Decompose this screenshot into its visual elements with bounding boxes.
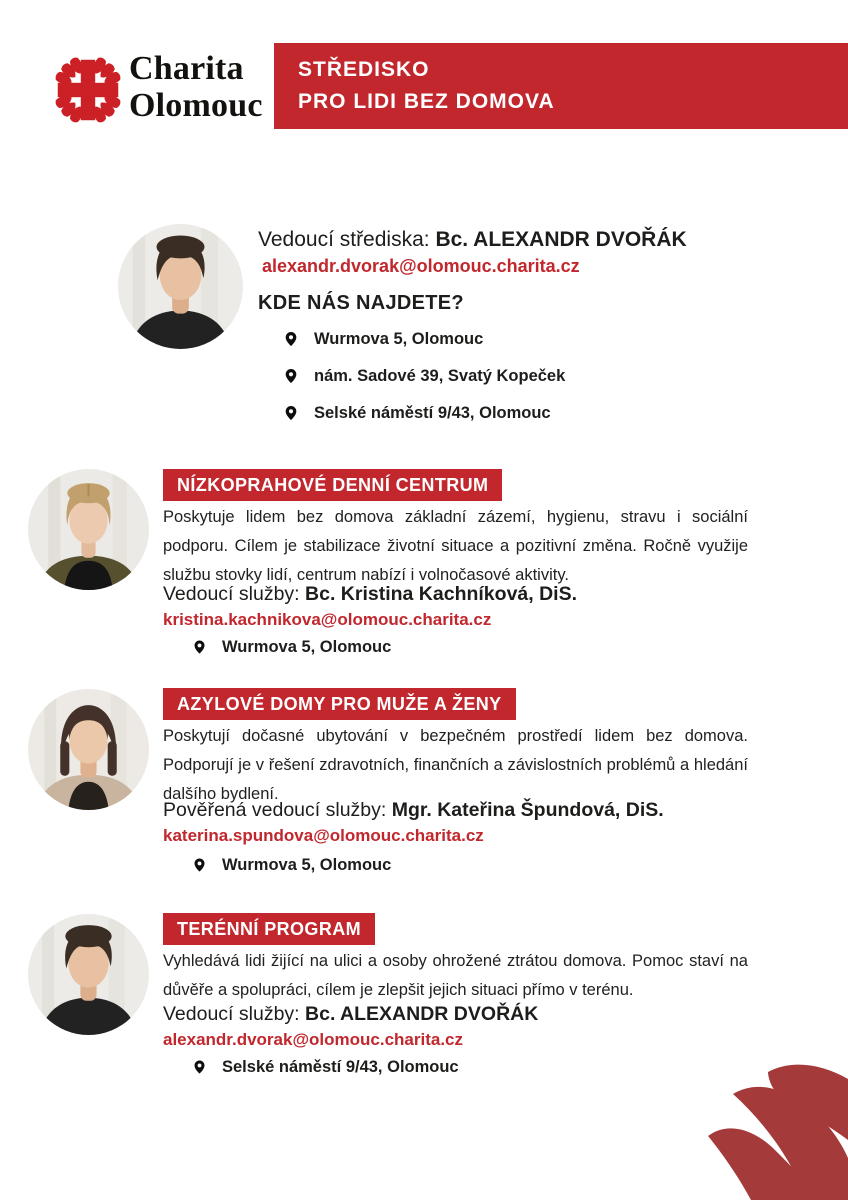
section-leader-label: Vedoucí služby: (163, 1003, 306, 1025)
find-us-heading: KDE NÁS NAJDETE? (258, 292, 464, 314)
location-text: Selské náměstí 9/43, Olomouc (222, 1057, 459, 1076)
location-text: nám. Sadové 39, Svatý Kopeček (314, 366, 566, 385)
section-location-row (192, 1057, 459, 1077)
map-pin-icon (192, 855, 207, 875)
location-text: Wurmova 5, Olomouc (222, 855, 392, 874)
header-title-banner (274, 43, 848, 129)
logo-line2: Olomouc (129, 87, 263, 124)
section-location-row (192, 637, 391, 657)
photo-kristina-kachnikova (28, 469, 149, 590)
section-leader-label: Vedoucí služby: (163, 583, 306, 605)
caritas-cross-rays-icon (52, 54, 124, 126)
logo-line1: Charita (129, 50, 244, 87)
photo-alexandr-dvorak (118, 224, 243, 349)
intro-leader-name: Bc. ALEXANDR DVOŘÁK (435, 228, 687, 251)
location-text: Wurmova 5, Olomouc (222, 637, 392, 656)
header-title-line2: PRO LIDI BEZ DOMOVA (298, 90, 555, 113)
photo-katerina-spundova (28, 689, 149, 810)
section-leader-name: Bc. ALEXANDR DVOŘÁK (305, 1003, 539, 1025)
intro-leader-line (258, 228, 687, 252)
section-description: Vyhledává lidi žijící na ulici a osoby ohrožené ztrátou domova. Pomoc staví na důvěře a spolupráci, cílem je zlepšit jejich situaci přímo v terénu. (163, 952, 748, 999)
section-description: Poskytuje lidem bez domova základní zázemí, hygienu, stravu i sociální podporu. Cílem je stabilizace životní situace a pozitivní změna. Ročně využije službu stovky lidí, centrum nabízí i volnočasové aktivity. (163, 508, 748, 584)
location-text: Wurmova 5, Olomouc (314, 329, 484, 348)
section-leader-name: Bc. Kristina Kachníková, DiS. (305, 583, 578, 605)
intro-location-row (283, 328, 483, 350)
header-title-line1: STŘEDISKO (298, 58, 430, 81)
triple-swoosh-icon (688, 1060, 848, 1200)
section-location-row (192, 855, 391, 875)
section-leader-line (163, 583, 577, 606)
section-email-link[interactable]: katerina.spundova@olomouc.charita.cz (163, 826, 484, 845)
section-email-link[interactable]: alexandr.dvorak@olomouc.charita.cz (163, 1030, 464, 1049)
section-title-banner: TERÉNNÍ PROGRAM (163, 913, 375, 945)
map-pin-icon (192, 637, 207, 657)
intro-location-row (283, 402, 551, 424)
logo-wordmark (129, 50, 263, 124)
intro-email-link[interactable]: alexandr.dvorak@olomouc.charita.cz (262, 256, 580, 276)
map-pin-icon (283, 402, 299, 424)
intro-leader-label: Vedoucí střediska: (258, 228, 436, 251)
section-title-banner: AZYLOVÉ DOMY PRO MUŽE A ŽENY (163, 688, 516, 720)
photo-alexandr-dvorak (28, 914, 149, 1035)
map-pin-icon (192, 1057, 207, 1077)
section-leader-name: Mgr. Kateřina Špundová, DiS. (391, 799, 664, 821)
section-description: Poskytují dočasné ubytování v bezpečném prostředí lidem bez domova. Podporují je v řešení zdravotních, finančních a závislostních problémů a hledání dalšího bydlení. (163, 727, 748, 803)
section-leader-line (163, 1003, 538, 1026)
section-title-banner: NÍZKOPRAHOVÉ DENNÍ CENTRUM (163, 469, 502, 501)
section-leader-label: Pověřená vedoucí služby: (163, 799, 392, 821)
intro-location-row (283, 365, 565, 387)
map-pin-icon (283, 328, 299, 350)
section-email-link[interactable]: kristina.kachnikova@olomouc.charita.cz (163, 610, 492, 629)
map-pin-icon (283, 365, 299, 387)
location-text: Selské náměstí 9/43, Olomouc (314, 403, 551, 422)
section-leader-line (163, 799, 664, 822)
